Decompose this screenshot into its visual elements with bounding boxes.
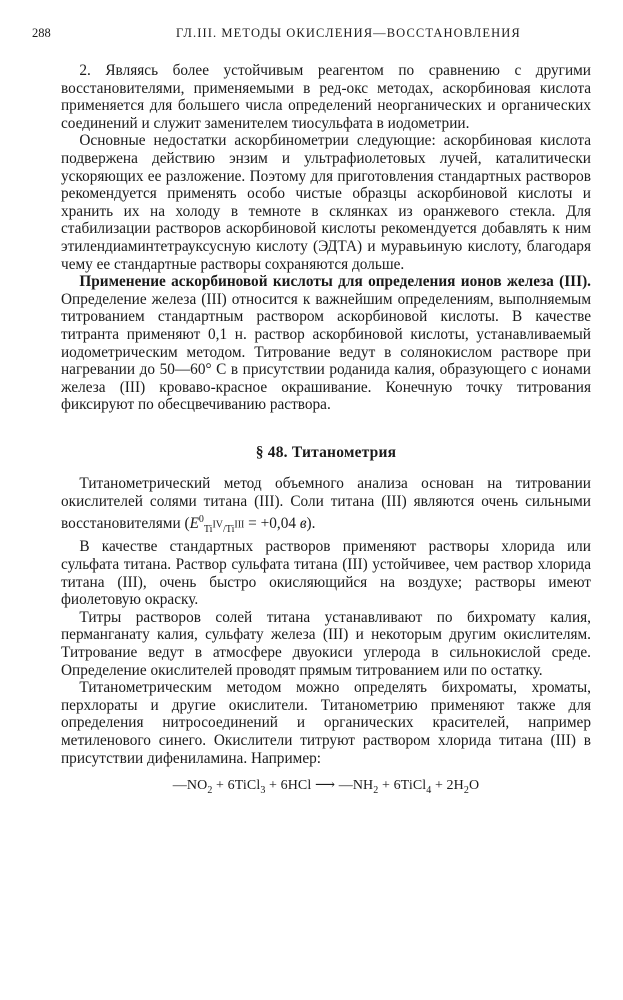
paragraph-titer: Титры растворов солей титана устанавливают по бихромату калия, перманганату калия, сульфату железа (III) и некоторым другим окислителям. Титрование ведут в атмосфере двуокиси углерода в сильнокислой среде. Определение окислителей проводят прямым титрованием или по остатку. xyxy=(61,608,591,679)
paragraph-ascorbic-stability: 2. Являясь более устойчивым реагентом по сравнению с другими восстановителями, применяемыми в ред-окс методах, аскорбиновая кислота применяется для большего числа определений неорганических и органических соединений и служит заменителем тиосульфата в иодометрии. xyxy=(61,62,591,132)
running-header xyxy=(32,26,591,46)
paragraph-standard-solutions: В качестве стандартных растворов применяют растворы хлорида или сульфата титана. Раствор сульфата титана (III) устойчивее, чем раствор хлорида титана (III), очень быстро окисляющийся на воздухе; растворы имеют фиолетовую окраску. xyxy=(61,538,591,609)
paragraph-text: Определение железа (III) относится к важнейшим определениям, выполняемым титрованием стандартным раствором аскорбиновой кислоты. В качестве титранта применяют 0,1 н. раствор аскорбиновой кислоты, устанавливаемый иодометрическим методом. Титрование ведут в солянокислом растворе при нагревании до 50—60° С в присутствии роданида калия, образующего с ионами железа (III) кроваво-красное окрашивание. Конечную точку титрования фиксируют по обесцвечиванию раствора. xyxy=(61,290,591,414)
page-body xyxy=(61,62,591,800)
section-heading: § 48. Титанометрия xyxy=(255,443,397,461)
potential-symbol: E xyxy=(189,514,199,532)
paragraph-ascorbic-drawbacks: Основные недостатки аскорбинометрии следующие: аскорбиновая кислота подвержена действию энзим и ультрафиолетовых лучей, каталитически ускоряющих ее разложение. Поэтому для приготовления стандартных растворов рекомендуется применять особо чистые образцы аскорбиновой кислоты и хранить их на холоду в темноте в склянках из оранжевого стекла. Для стабилизации растворов аскорбиновой кислоты рекомендуется добавлять к ним этилендиаминтетрауксусную кислоту (ЭДТА) и муравьиную кислоту, благодаря чему ее стандартные растворы сохраняются дольше. xyxy=(61,132,591,273)
potential-couple: TiIV/TiIII xyxy=(203,519,245,535)
paragraph-subheading: Применение аскорбиновой кислоты для определения ионов железа (III). xyxy=(79,273,591,291)
page-number: 288 xyxy=(32,26,51,40)
paragraph-applications: Титанометрическим методом можно определять бихроматы, хроматы, перхлораты и другие окислители. Титанометрию применяют также для определения нитросоединений и органических красителей, например метиленового синего. Окислители титруют раствором хлорида титана (III) в присутствии дифениламина. Например: xyxy=(61,679,591,767)
paragraph-iron-determination xyxy=(61,273,591,414)
paragraph-titanometry-intro: Титанометрический метод объемного анализа основан на титровании окислителей солями титана (III). Соли титана (III) являются очень сильными восстановителями ($E^0_{Ti^{IV}/Ti^{III}} = +0,04$ в). xyxy=(61,475,591,535)
reaction-arrow-icon: ⟶ xyxy=(314,778,336,794)
chapter-title: ГЛ.III. МЕТОДЫ ОКИСЛЕНИЯ—ВОССТАНОВЛЕНИЯ xyxy=(176,26,521,40)
reaction-equation: $—NO_2$ + 6TiCl$_3$ + 6HCl ⟶ $—NH_2$ + 6TiCl$_4$ + $2H_2O$ xyxy=(172,778,480,796)
